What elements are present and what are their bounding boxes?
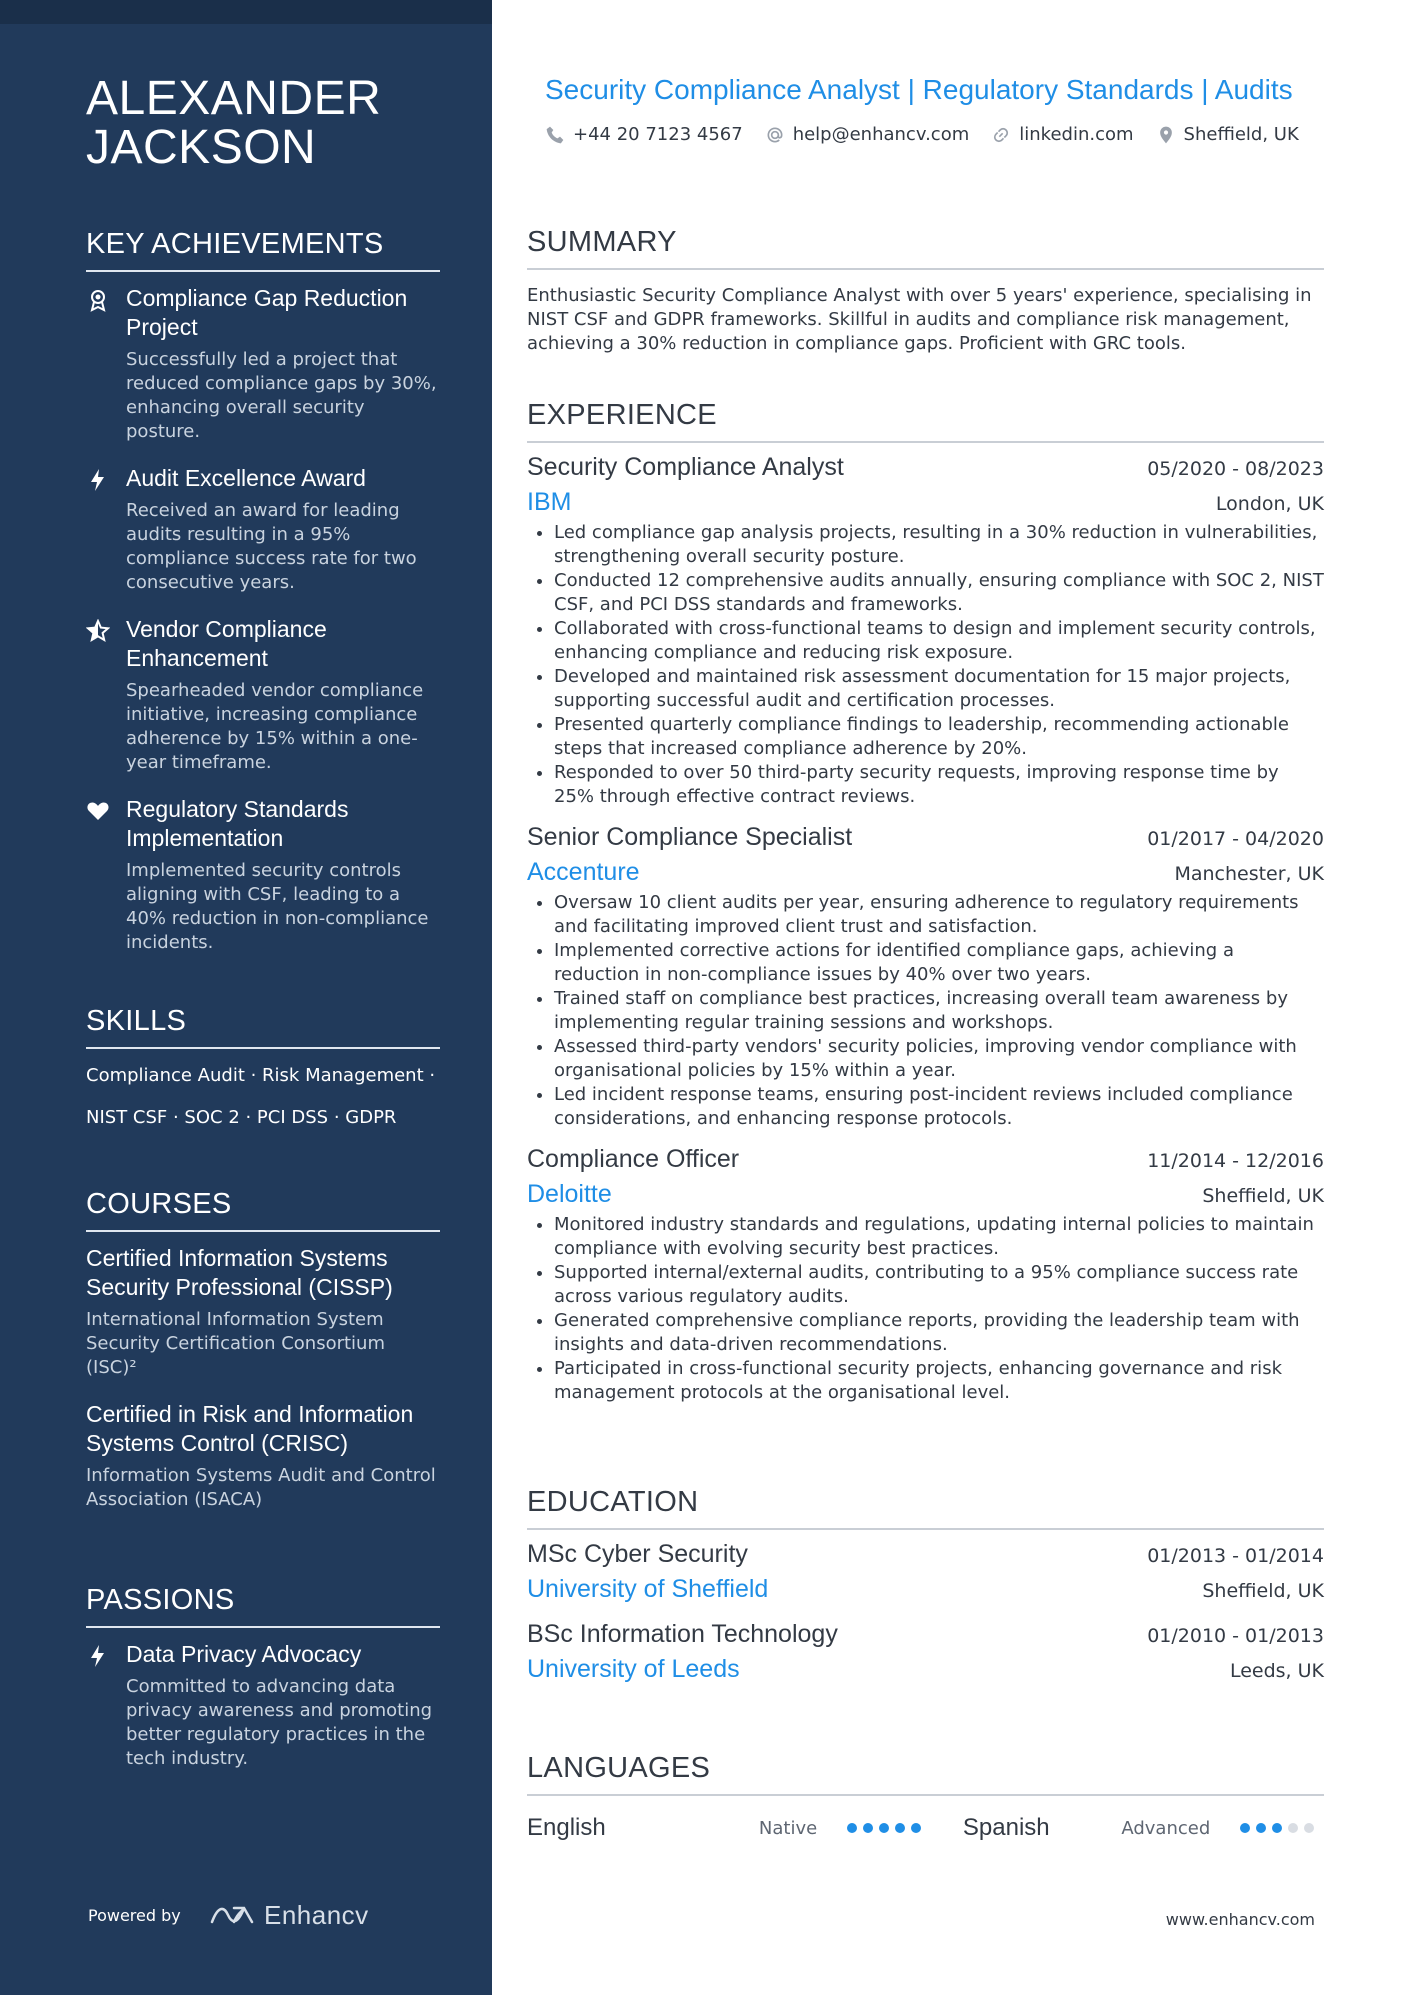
contact-bar	[545, 124, 1299, 145]
skills-section	[86, 1005, 440, 1139]
experience-section	[527, 399, 1324, 1405]
passion-title: Data Privacy Advocacy	[126, 1641, 362, 1667]
heart-icon	[86, 799, 110, 823]
key-achievements-section	[86, 228, 440, 955]
rating-dot	[879, 1823, 889, 1833]
enhancv-brand-text: Enhancv	[264, 1899, 369, 1930]
job-dates: 01/2017 - 04/2020	[1147, 828, 1324, 850]
course-title: Certified in Risk and Information Systems Control (CRISC)	[86, 1401, 414, 1456]
language-level: Native	[758, 1817, 818, 1839]
job-company[interactable]: Accenture	[527, 858, 640, 886]
achievement-description: Received an award for leading audits resulting in a 95% compliance success rate for two consecutive years.	[126, 500, 417, 593]
job-bullet: • Implemented corrective actions for identified compliance gaps, achieving a reduction in non-compliance issues by 40% over two years.	[554, 939, 1324, 987]
rating-dot	[895, 1823, 905, 1833]
education-section	[527, 1486, 1324, 1684]
link-icon	[991, 125, 1011, 145]
job-bullet: • Assessed third-party vendors' security policies, improving vendor compliance with organisational policies by 15% within a year.	[554, 1035, 1324, 1083]
job-entry	[527, 823, 1324, 1131]
passions-section	[86, 1584, 440, 1771]
achievement-item	[86, 284, 440, 444]
job-bullet: • Trained staff on compliance best practices, increasing overall team awareness by implementing regular training sessions and workshops.	[554, 987, 1324, 1035]
passions-title: PASSIONS	[86, 1584, 440, 1628]
achievement-description: Successfully led a project that reduced compliance gaps by 30%, enhancing overall security posture.	[126, 349, 437, 442]
course-item	[86, 1400, 440, 1512]
job-bullet: • Led compliance gap analysis projects, resulting in a 30% reduction in vulnerabilities, strengthening overall security posture.	[554, 521, 1324, 569]
skills-line: Compliance Audit · Risk Management ·	[86, 1065, 436, 1086]
job-bullet: • Monitored industry standards and regulations, updating internal policies to maintain compliance with evolving security best practices.	[554, 1213, 1324, 1261]
education-title: EDUCATION	[527, 1486, 1324, 1530]
award-icon	[86, 288, 110, 312]
education-entry	[527, 1540, 1324, 1604]
job-dates: 11/2014 - 12/2016	[1147, 1150, 1324, 1172]
achievement-title: Audit Excellence Award	[126, 465, 366, 491]
job-entry	[527, 1145, 1324, 1405]
languages-section	[527, 1752, 1324, 1842]
email-text: help@enhancv.com	[792, 124, 970, 145]
phone-text: +44 20 7123 4567	[573, 124, 743, 145]
language-name: English	[527, 1814, 606, 1841]
job-bullet: • Presented quarterly compliance findings to leadership, recommending actionable steps that increased compliance adherence by 20%.	[554, 713, 1324, 761]
job-bullets	[527, 891, 1324, 1131]
degree-title: MSc Cyber Security	[527, 1540, 748, 1568]
achievement-item	[86, 795, 440, 955]
summary-text: Enthusiastic Security Compliance Analyst with over 5 years' experience, specialising in NIST CSF and GDPR frameworks. Skillful in audits and compliance risk management, achieving a 30% reduction in compliance gaps. Proficient with GRC tools.	[527, 285, 1312, 354]
sidebar	[0, 0, 492, 1995]
job-entry	[527, 453, 1324, 809]
rating-dot	[1256, 1823, 1266, 1833]
job-company[interactable]: Deloitte	[527, 1180, 612, 1208]
job-bullet: • Oversaw 10 client audits per year, ensuring adherence to regulatory requirements and facilitating improved client trust and satisfaction.	[554, 891, 1324, 939]
language-level: Advanced	[1121, 1817, 1211, 1839]
experience-title: EXPERIENCE	[527, 399, 1324, 443]
job-dates: 05/2020 - 08/2023	[1147, 458, 1324, 480]
job-location: London, UK	[1215, 493, 1324, 515]
education-dates: 01/2010 - 01/2013	[1147, 1625, 1324, 1647]
contact-phone[interactable]	[545, 124, 743, 145]
achievement-item	[86, 615, 440, 775]
school-name[interactable]: University of Sheffield	[527, 1575, 769, 1603]
linkedin-text: linkedin.com	[1019, 124, 1134, 145]
summary-section	[527, 226, 1324, 356]
job-location: Manchester, UK	[1174, 863, 1324, 885]
course-item	[86, 1244, 440, 1380]
phone-icon	[545, 125, 565, 145]
education-entry	[527, 1620, 1324, 1684]
enhancv-logo[interactable]	[208, 1900, 369, 1930]
powered-by-label: Powered by	[88, 1906, 181, 1925]
language-rating	[1240, 1823, 1324, 1833]
job-bullets	[527, 1213, 1324, 1405]
skills-title: SKILLS	[86, 1005, 440, 1049]
passion-item	[86, 1640, 440, 1771]
achievement-title: Vendor Compliance Enhancement	[126, 616, 327, 671]
job-bullet: • Generated comprehensive compliance reports, providing the leadership team with insights and data-driven recommendations.	[554, 1309, 1324, 1357]
education-location: Leeds, UK	[1229, 1660, 1324, 1682]
rating-dot	[911, 1823, 921, 1833]
sidebar-top-bar	[0, 0, 492, 24]
headline: Security Compliance Analyst | Regulatory Standards | Audits	[545, 74, 1293, 105]
enhancv-logo-icon	[208, 1902, 256, 1928]
course-organization: International Information System Security Certification Consortium (ISC)²	[86, 1309, 385, 1378]
languages-row	[527, 1814, 1324, 1842]
languages-title: LANGUAGES	[527, 1752, 1324, 1796]
lightning-icon	[86, 468, 110, 492]
achievement-title: Compliance Gap Reduction Project	[126, 285, 408, 340]
key-achievements-title: KEY ACHIEVEMENTS	[86, 228, 440, 272]
contact-email[interactable]	[765, 124, 970, 145]
skills-list	[86, 1055, 440, 1139]
job-bullet: • Collaborated with cross-functional teams to design and implement security controls, enhancing compliance and reducing risk exposure.	[554, 617, 1324, 665]
summary-title: SUMMARY	[527, 226, 1324, 270]
education-dates: 01/2013 - 01/2014	[1147, 1545, 1324, 1567]
job-bullets	[527, 521, 1324, 809]
job-company[interactable]: IBM	[527, 488, 572, 516]
contact-linkedin[interactable]	[991, 124, 1133, 145]
location-pin-icon	[1156, 125, 1176, 145]
education-location: Sheffield, UK	[1202, 1580, 1324, 1602]
rating-dot	[1288, 1823, 1298, 1833]
job-title: Senior Compliance Specialist	[527, 823, 853, 851]
job-title: Security Compliance Analyst	[527, 453, 844, 481]
job-title: Compliance Officer	[527, 1145, 740, 1173]
candidate-name: ALEXANDER JACKSON	[86, 72, 382, 174]
courses-title: COURSES	[86, 1188, 440, 1232]
job-bullet: • Developed and maintained risk assessment documentation for 15 major projects, supporting successful audit and certification processes.	[554, 665, 1324, 713]
contact-location	[1156, 124, 1299, 145]
rating-dot	[847, 1823, 857, 1833]
school-name[interactable]: University of Leeds	[527, 1655, 740, 1683]
language-name: Spanish	[962, 1814, 1050, 1841]
location-text: Sheffield, UK	[1183, 124, 1299, 145]
rating-dot	[1304, 1823, 1314, 1833]
language-rating	[847, 1823, 931, 1833]
achievement-description: Implemented security controls aligning with CSF, leading to a 40% reduction in non-compliance incidents.	[126, 860, 429, 953]
job-bullet: • Responded to over 50 third-party security requests, improving response time by 25% through effective contract reviews.	[554, 761, 1324, 809]
rating-dot	[1272, 1823, 1282, 1833]
rating-dot	[1240, 1823, 1250, 1833]
job-bullet: • Conducted 12 comprehensive audits annually, ensuring compliance with SOC 2, NIST CSF, and PCI DSS standards and frameworks.	[554, 569, 1324, 617]
lightning-icon	[86, 1644, 110, 1668]
passion-description: Committed to advancing data privacy awareness and promoting better regulatory practices in the tech industry.	[126, 1676, 433, 1769]
star-icon	[86, 619, 110, 643]
job-bullet: • Participated in cross-functional security projects, enhancing governance and risk management protocols at the organisational level.	[554, 1357, 1324, 1405]
achievement-description: Spearheaded vendor compliance initiative, increasing compliance adherence by 15% within a one-year timeframe.	[126, 680, 424, 773]
skills-line: NIST CSF · SOC 2 · PCI DSS · GDPR	[86, 1107, 397, 1128]
job-bullet: • Led incident response teams, ensuring post-incident reviews included compliance considerations, and enhancing response protocols.	[554, 1083, 1324, 1131]
job-location: Sheffield, UK	[1202, 1185, 1324, 1207]
at-icon	[765, 125, 785, 145]
course-organization: Information Systems Audit and Control Association (ISACA)	[86, 1465, 436, 1510]
course-title: Certified Information Systems Security Professional (CISSP)	[86, 1245, 393, 1300]
job-bullet: • Supported internal/external audits, contributing to a 95% compliance success rate across various regulatory audits.	[554, 1261, 1324, 1309]
courses-section	[86, 1188, 440, 1512]
achievement-item	[86, 464, 440, 595]
footer-url[interactable]: www.enhancv.com	[1165, 1910, 1315, 1929]
rating-dot	[863, 1823, 873, 1833]
achievement-title: Regulatory Standards Implementation	[126, 796, 349, 851]
degree-title: BSc Information Technology	[527, 1620, 838, 1648]
